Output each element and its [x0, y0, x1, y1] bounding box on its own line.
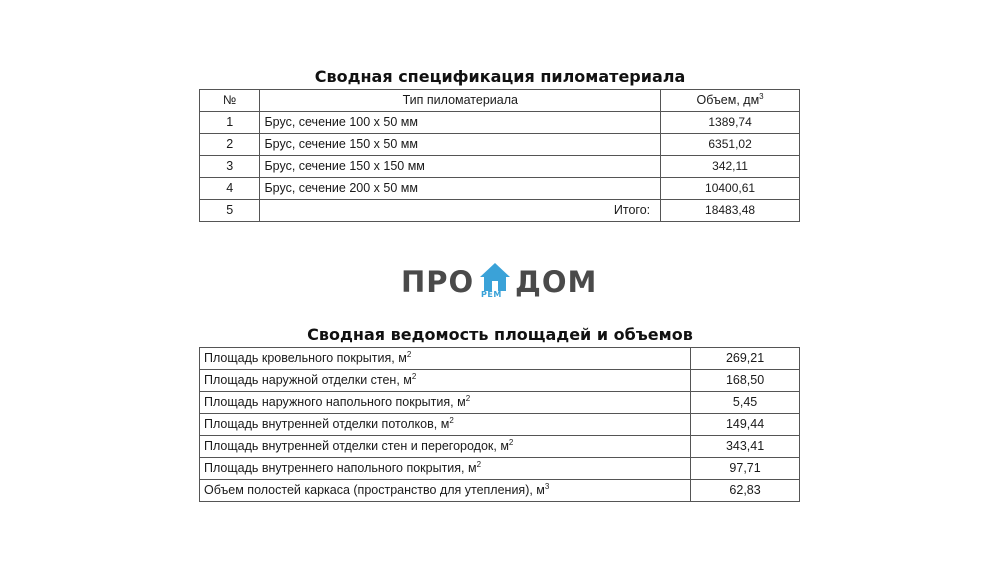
row-name [200, 370, 691, 392]
logo-text-left: ПРО [401, 265, 475, 299]
table-row [200, 458, 800, 480]
row-value: 149,44 [691, 414, 800, 436]
areas-title: Сводная ведомость площадей и объемов [307, 325, 693, 344]
table-row [200, 392, 800, 414]
logo-text-right: ДОМ [515, 265, 598, 299]
header-volume [661, 90, 800, 112]
table-row [200, 112, 800, 134]
unit-sup: 2 [411, 371, 417, 381]
header-volume-unit-sup: 3 [759, 91, 764, 101]
logo-text-small: РЕМ [481, 290, 502, 299]
row-name-text: Объем полостей каркаса (пространство для утепления), м [204, 483, 545, 497]
row-value: 343,41 [691, 436, 800, 458]
row-num: 1 [200, 112, 260, 134]
row-num: 4 [200, 178, 260, 200]
header-volume-label: Объем, дм [696, 93, 760, 107]
total-label: Итого: [260, 200, 661, 222]
row-name [200, 458, 691, 480]
row-name [200, 392, 691, 414]
row-value: 97,71 [691, 458, 800, 480]
table-row [200, 134, 800, 156]
unit-sup: 2 [465, 393, 471, 403]
total-row [200, 200, 800, 222]
row-num: 3 [200, 156, 260, 178]
row-name-text: Площадь наружной отделки стен, м [204, 373, 412, 387]
table-row [200, 370, 800, 392]
row-name-text: Площадь внутреннего напольного покрытия, м [204, 461, 477, 475]
table-row [200, 156, 800, 178]
row-value: 5,45 [691, 392, 800, 414]
table-row [200, 436, 800, 458]
row-name [200, 436, 691, 458]
total-num: 5 [200, 200, 260, 222]
table-header-row [200, 90, 800, 112]
table-row [200, 348, 800, 370]
row-value: 62,83 [691, 480, 800, 502]
areas-volumes-table [199, 347, 800, 502]
table-row [200, 178, 800, 200]
header-type: Тип пиломатериала [260, 90, 661, 112]
unit-sup: 2 [406, 349, 412, 359]
row-type: Брус, сечение 150 х 50 мм [260, 134, 661, 156]
row-value: 168,50 [691, 370, 800, 392]
table-row [200, 480, 800, 502]
row-volume: 342,11 [661, 156, 800, 178]
lumber-spec-table [199, 89, 800, 222]
row-name-text: Площадь кровельного покрытия, м [204, 351, 407, 365]
row-num: 2 [200, 134, 260, 156]
row-volume: 1389,74 [661, 112, 800, 134]
row-name-text: Площадь внутренней отделки потолков, м [204, 417, 450, 431]
row-name [200, 414, 691, 436]
unit-sup: 2 [476, 459, 482, 469]
row-volume: 10400,61 [661, 178, 800, 200]
row-volume: 6351,02 [661, 134, 800, 156]
row-value: 269,21 [691, 348, 800, 370]
row-name-text: Площадь внутренней отделки стен и перегородок, м [204, 439, 509, 453]
row-name-text: Площадь наружного напольного покрытия, м [204, 395, 466, 409]
unit-sup: 2 [449, 415, 454, 425]
prorem-dom-logo [397, 262, 602, 302]
row-type: Брус, сечение 200 х 50 мм [260, 178, 661, 200]
row-type: Брус, сечение 100 х 50 мм [260, 112, 661, 134]
row-name [200, 480, 691, 502]
row-type: Брус, сечение 150 х 150 мм [260, 156, 661, 178]
unit-sup: 2 [508, 437, 514, 447]
table-row [200, 414, 800, 436]
header-num: № [200, 90, 260, 112]
unit-sup: 3 [544, 481, 550, 491]
spec-title: Сводная спецификация пиломатериала [314, 67, 686, 86]
row-name [200, 348, 691, 370]
total-volume: 18483,48 [661, 200, 800, 222]
